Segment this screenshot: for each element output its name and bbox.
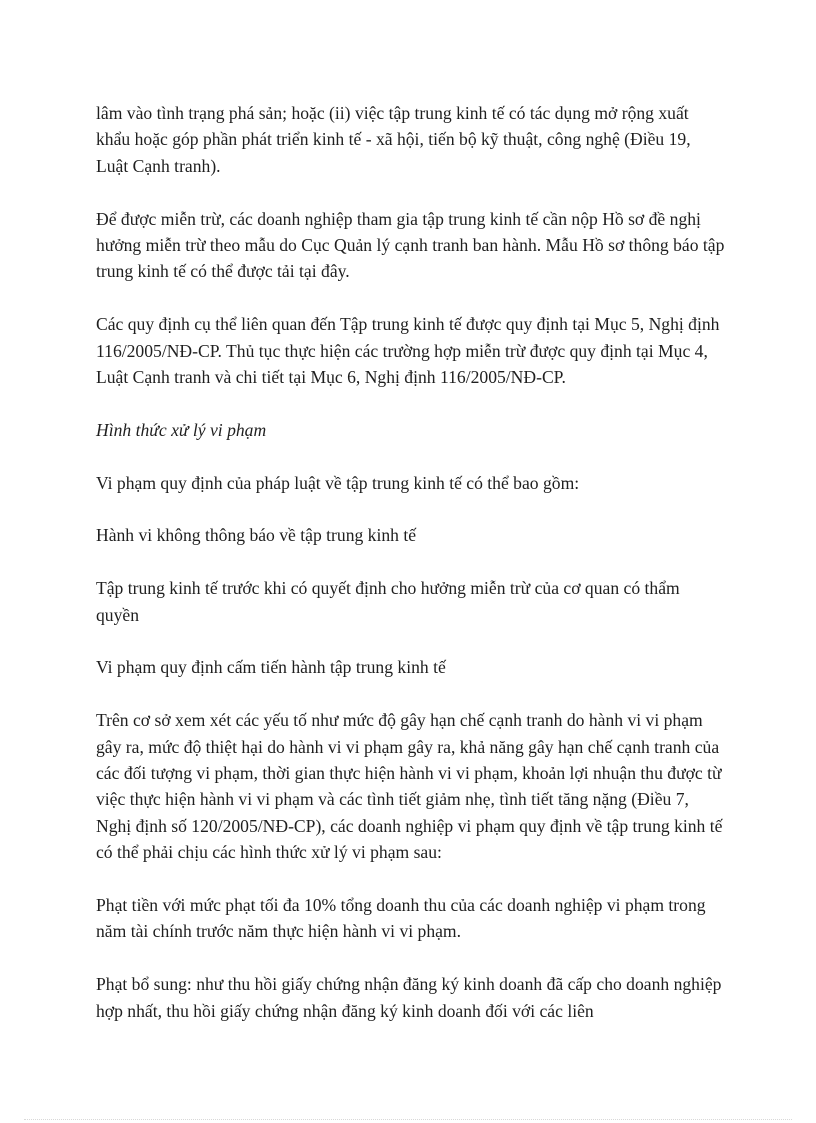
paragraph-penalty-factors: Trên cơ sở xem xét các yếu tố như mức độ gây hạn chế cạnh tranh do hành vi vi phạm gây ra, mức độ thiệt hại do hành vi vi phạm gây ra, khả năng gây hạn chế cạnh tranh của các đối tượng vi phạm, thời gian thực hiện hành vi vi phạm, khoản lợi nhuận thu được từ việc thực hiện hành vi vi phạm và các tình tiết giảm nhẹ, tình tiết tăng nặng (Điều 7, Nghị định số 120/2005/NĐ-CP), các doanh nghiệp vi phạm quy định về tập trung kinh tế có thể phải chịu các hình thức xử lý vi phạm sau:	[96, 710, 723, 863]
penalty-item-fine: Phạt tiền với mức phạt tối đa 10% tổng doanh thu của các doanh nghiệp vi phạm trong năm tài chính trước năm thực hiện hành vi vi phạm.	[96, 895, 706, 942]
page-bottom-divider	[24, 1119, 792, 1120]
paragraph-violations-intro: Vi phạm quy định của pháp luật về tập trung kinh tế có thể bao gồm:	[96, 472, 580, 493]
paragraph-exemption-conditions: lâm vào tình trạng phá sản; hoặc (ii) việc tập trung kinh tế có tác dụng mở rộng xuất khẩu hoặc góp phần phát triển kinh tế - xã hội, tiến bộ kỹ thuật, công nghệ (Điều 19, Luật Cạnh tranh).	[96, 103, 691, 176]
violation-item-prohibited-concentration: Vi phạm quy định cấm tiến hành tập trung kinh tế	[96, 657, 446, 678]
document-body	[96, 100, 726, 1024]
penalty-item-supplementary: Phạt bổ sung: như thu hồi giấy chứng nhận đăng ký kinh doanh đã cấp cho doanh nghiệp hợp nhất, thu hồi giấy chứng nhận đăng ký kinh doanh đối với các liên	[96, 974, 722, 1021]
violation-item-no-notification: Hành vi không thông báo về tập trung kinh tế	[96, 525, 417, 546]
violation-item-before-exemption: Tập trung kinh tế trước khi có quyết định cho hưởng miễn trừ của cơ quan có thẩm quyền	[96, 578, 680, 625]
section-heading-violation-handling: Hình thức xử lý vi phạm	[96, 419, 267, 440]
paragraph-specific-regulations: Các quy định cụ thể liên quan đến Tập trung kinh tế được quy định tại Mục 5, Nghị định 116/2005/NĐ-CP. Thủ tục thực hiện các trường hợp miễn trừ được quy định tại Mục 4, Luật Cạnh tranh và chi tiết tại Mục 6, Nghị định 116/2005/NĐ-CP.	[96, 314, 720, 388]
paragraph-exemption-dossier: Để được miễn trừ, các doanh nghiệp tham gia tập trung kinh tế cần nộp Hồ sơ đề nghị hưởng miễn trừ theo mẫu do Cục Quản lý cạnh tranh ban hành. Mẫu Hồ sơ thông báo tập trung kinh tế có thể được tải tại đây.	[96, 208, 725, 282]
